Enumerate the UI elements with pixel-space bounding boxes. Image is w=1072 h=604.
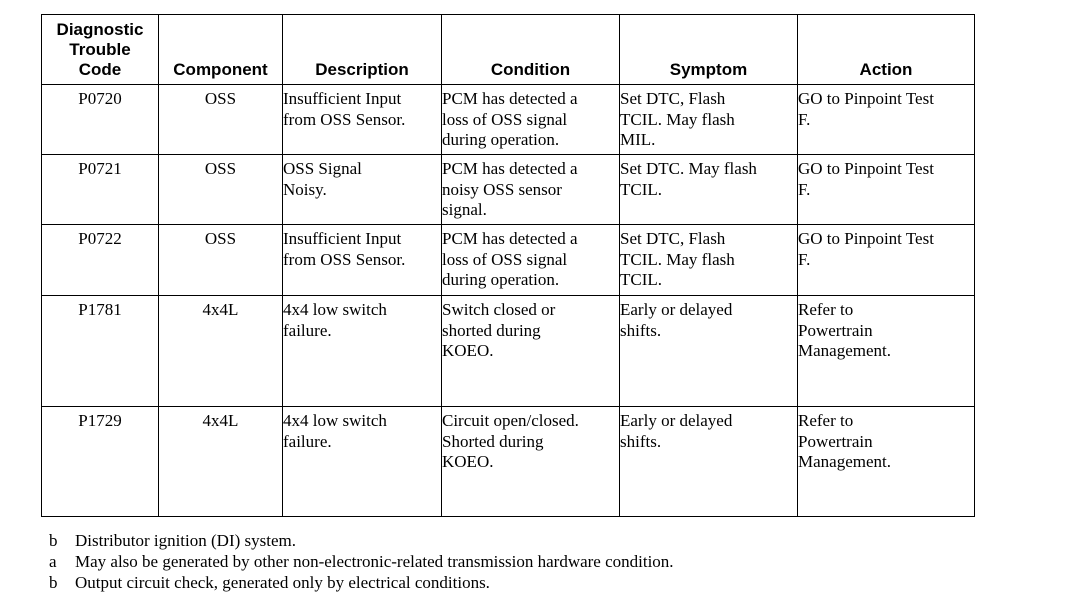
- footnote-text: Distributor ignition (DI) system.: [75, 531, 296, 550]
- cell-component: 4x4L: [159, 296, 283, 407]
- cell-code: P0722: [42, 225, 159, 296]
- footnote-text: Output circuit check, generated only by electrical conditions.: [75, 573, 490, 592]
- cell-condition: Circuit open/closed. Shorted during KOEO.: [442, 407, 620, 517]
- table-row: [42, 85, 975, 155]
- footnotes: [49, 530, 674, 593]
- header-condition: Condition: [442, 15, 620, 85]
- footnote-marker: b: [49, 573, 58, 592]
- cell-condition: PCM has detected a noisy OSS sensor signal.: [442, 155, 620, 225]
- cell-code: P1729: [42, 407, 159, 517]
- table-row: [42, 407, 975, 517]
- cell-symptom: Early or delayed shifts.: [620, 407, 798, 517]
- header-component: Component: [159, 15, 283, 85]
- table-row: [42, 225, 975, 296]
- footnote-text: May also be generated by other non-electronic-related transmission hardware condition.: [75, 552, 674, 571]
- cell-code: P1781: [42, 296, 159, 407]
- footnote: [49, 530, 674, 551]
- cell-description: 4x4 low switch failure.: [283, 407, 442, 517]
- cell-component: OSS: [159, 85, 283, 155]
- table-row: [42, 155, 975, 225]
- cell-condition: PCM has detected a loss of OSS signal during operation.: [442, 85, 620, 155]
- footnote: [49, 551, 674, 572]
- header-description: Description: [283, 15, 442, 85]
- cell-component: OSS: [159, 225, 283, 296]
- cell-symptom: Set DTC. May flash TCIL.: [620, 155, 798, 225]
- cell-action: GO to Pinpoint Test F.: [798, 225, 975, 296]
- cell-action: GO to Pinpoint Test F.: [798, 85, 975, 155]
- cell-description: OSS Signal Noisy.: [283, 155, 442, 225]
- cell-component: 4x4L: [159, 407, 283, 517]
- cell-action: Refer to Powertrain Management.: [798, 407, 975, 517]
- cell-condition: Switch closed or shorted during KOEO.: [442, 296, 620, 407]
- footnote: [49, 572, 674, 593]
- cell-description: 4x4 low switch failure.: [283, 296, 442, 407]
- dtc-table: [41, 14, 975, 517]
- cell-component: OSS: [159, 155, 283, 225]
- cell-condition: PCM has detected a loss of OSS signal during operation.: [442, 225, 620, 296]
- cell-code: P0721: [42, 155, 159, 225]
- header-diagnostic-trouble-code: Diagnostic Trouble Code: [42, 15, 159, 85]
- cell-symptom: Set DTC, Flash TCIL. May flash TCIL.: [620, 225, 798, 296]
- cell-description: Insufficient Input from OSS Sensor.: [283, 85, 442, 155]
- cell-symptom: Early or delayed shifts.: [620, 296, 798, 407]
- footnote-marker: a: [49, 552, 57, 571]
- cell-code: P0720: [42, 85, 159, 155]
- cell-symptom: Set DTC, Flash TCIL. May flash MIL.: [620, 85, 798, 155]
- cell-action: GO to Pinpoint Test F.: [798, 155, 975, 225]
- table-row: [42, 296, 975, 407]
- table-header-row: [42, 15, 975, 85]
- header-action: Action: [798, 15, 975, 85]
- footnote-marker: b: [49, 531, 58, 550]
- cell-description: Insufficient Input from OSS Sensor.: [283, 225, 442, 296]
- header-symptom: Symptom: [620, 15, 798, 85]
- cell-action: Refer to Powertrain Management.: [798, 296, 975, 407]
